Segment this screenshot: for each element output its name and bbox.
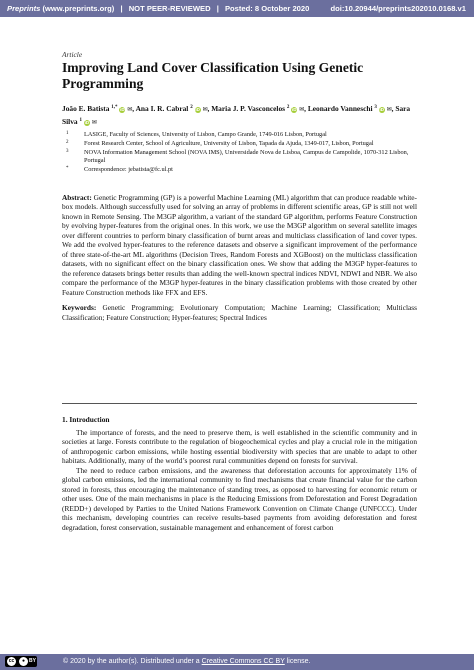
keywords-text: Genetic Programming; Evolutionary Computation; Machine Learning; Classification; Multiclass Classification; Feature Construction; Hyper-features; Spectral Indices [62, 303, 417, 322]
envelope-icon[interactable]: ✉ [202, 106, 208, 113]
affiliation-item [62, 140, 417, 148]
preprints-url[interactable]: (www.preprints.org) [42, 4, 115, 13]
author-name: Ana I. R. Cabral [135, 104, 189, 113]
affiliation-item [62, 149, 417, 165]
orcid-icon[interactable]: iD [292, 107, 297, 112]
correspondence-email[interactable]: Correspondence: jebatista@fc.ul.pt [84, 165, 173, 173]
doi-link[interactable]: doi:10.20944/preprints202010.0168.v1 [330, 4, 466, 13]
license-footer-bar [0, 654, 474, 670]
envelope-icon[interactable]: ✉ [386, 106, 392, 113]
body-paragraph: The importance of forests, and the need to preserve them, is well established in the scientific community and in societies at large. Forests contribute to the regulation of biogeochemical cycles and play a crucial role in the mitigation of anthropogenic carbon emissions, while hosting essential biodiversity with species that are unable to adapt to other habitats. Additionally, many of the world’s poorest rural communities depend on forests for survival. [62, 428, 417, 466]
review-status: NOT PEER-REVIEWED [128, 4, 211, 13]
license-link[interactable]: Creative Commons CC BY [201, 658, 285, 665]
license-suffix: license. [286, 658, 311, 665]
person-icon: ● [19, 657, 28, 666]
keywords-label: Keywords: [62, 303, 97, 313]
abstract [62, 193, 417, 298]
preprints-brand: Preprints [7, 4, 41, 13]
introduction-body [62, 428, 417, 532]
paper-title: Improving Land Cover Classification Using Genetic Programming [62, 60, 364, 91]
envelope-icon[interactable]: ✉ [91, 119, 97, 126]
affiliation-mark: 1 [66, 131, 69, 136]
author-name: Leonardo Vanneschi [307, 104, 373, 113]
affiliation-mark: 3 [66, 148, 69, 154]
affiliation-item [62, 166, 417, 174]
cc-badge: cc [8, 658, 15, 664]
author-list: João E. Batista $^{1,*}$ iD ✉, Ana I. R. Cabral $^2$ iD ✉, Maria J. P. Vasconcelos $^2$ iD ✉, Leonardo Vanneschi $^3$ iD ✉, Sara Silva $^1$ iD ✉ [62, 104, 411, 126]
affiliation-text: Forest Research Center, School of Agriculture, University of Lisbon, Tapada da Ajuda, 1349-017, Lisbon, Portugal [84, 139, 374, 147]
posted-date: Posted: 8 October 2020 [224, 4, 310, 13]
affiliation-item [62, 131, 417, 139]
affiliations [62, 131, 417, 174]
author-affil-mark: 1,* [111, 105, 118, 110]
affiliation-mark: * [66, 165, 69, 171]
preprint-header-bar [0, 0, 474, 17]
author-affil-mark: 3 [374, 105, 377, 110]
author-affil-mark: 2 [286, 105, 290, 110]
author-name: João E. Batista [62, 104, 110, 113]
header-left [7, 4, 309, 13]
author-affil-mark: 2 [190, 105, 193, 110]
orcid-icon[interactable]: iD [84, 120, 90, 125]
header-separator: | [120, 4, 123, 13]
body-paragraph: The need to reduce carbon emissions, and the awareness that deforestation accounts for approximately 11% of global carbon emissions, led the international community to find mechanisms that create financial value for the carbon stored in forests, thus encouraging the maintenance of standing trees, as opposed to harvesting for economic return or other uses. One of the main mechanisms in place is the Reducing Emissions from Deforestation and Forest Degradation (REDD+) developed by Parties to the United Nations Framework Convention on Climate Change (UNFCCC). Under this mechanism, developing countries can receive results-based payments from avoiding deforestation and forest degradation, forest conservation, sustainable management and enhancement of forest carbon [62, 465, 417, 532]
affiliation-mark: 2 [66, 139, 69, 145]
section-divider [62, 403, 417, 404]
affiliation-text: LASIGE, Faculty of Sciences, University of Lisbon, Campo Grande, 1749-016 Lisbon, Portugal [84, 131, 327, 138]
affiliation-text: NOVA Information Management School (NOVA IMS), Universidade Nova de Lisboa, Campus de Campolide, 1070-312 Lisbon, Portugal [84, 148, 409, 164]
envelope-icon[interactable]: ✉ [299, 106, 305, 113]
orcid-icon[interactable]: iD [379, 107, 384, 112]
envelope-icon[interactable]: ✉ [127, 106, 133, 113]
orcid-icon[interactable]: iD [195, 107, 200, 112]
author-name: Maria J. P. Vasconcelos [211, 104, 286, 113]
abstract-label: Abstract: [62, 192, 92, 202]
orcid-icon[interactable]: iD [120, 107, 125, 112]
header-separator: | [216, 4, 219, 13]
license-prefix: © 2020 by the author(s). Distributed under a [63, 658, 200, 665]
article-type: Article [62, 50, 83, 59]
cc-by-icon[interactable] [5, 656, 37, 667]
section-heading: 1. Introduction [62, 415, 110, 424]
author-name: Sara Silva [62, 104, 411, 126]
author-affil-mark: 1 [79, 118, 82, 123]
by-badge: BY [29, 658, 36, 664]
license-statement [63, 658, 310, 665]
keywords [62, 303, 417, 322]
abstract-text: Genetic Programming (GP) is a powerful Machine Learning (ML) algorithm that can produce readable white-box models. Although successfully used for solving an array of problems in different scientific areas, GP is still not well known in Remote Sensing. The M3GP algorithm, a variant of the standard GP algorithm, performs Feature Construction by evolving hyper-features from the original ones. In this work, we use the M3GP algorithm on several satellite images over different countries to perform binary classification of burnt areas and multiclass classification of land cover types. We add the evolved hyper-features to the reference datasets and observe a significant improvement of the performance of three state-of-the-art ML algorithms (Decision Trees, Random Forests and XGBoost) on the multiclass classification datasets, with no significant effect on the binary classification ones. We show that adding the M3GP hyper-features to the reference datasets brings better results than adding the well-known spectral indices NDVI, NDWI and NBR. We also compare the performance of the M3GP hyper-features in the binary classification problems with those created by other Feature Construction methods like FFX and EFS. [62, 192, 418, 297]
article-front-matter [62, 50, 417, 322]
